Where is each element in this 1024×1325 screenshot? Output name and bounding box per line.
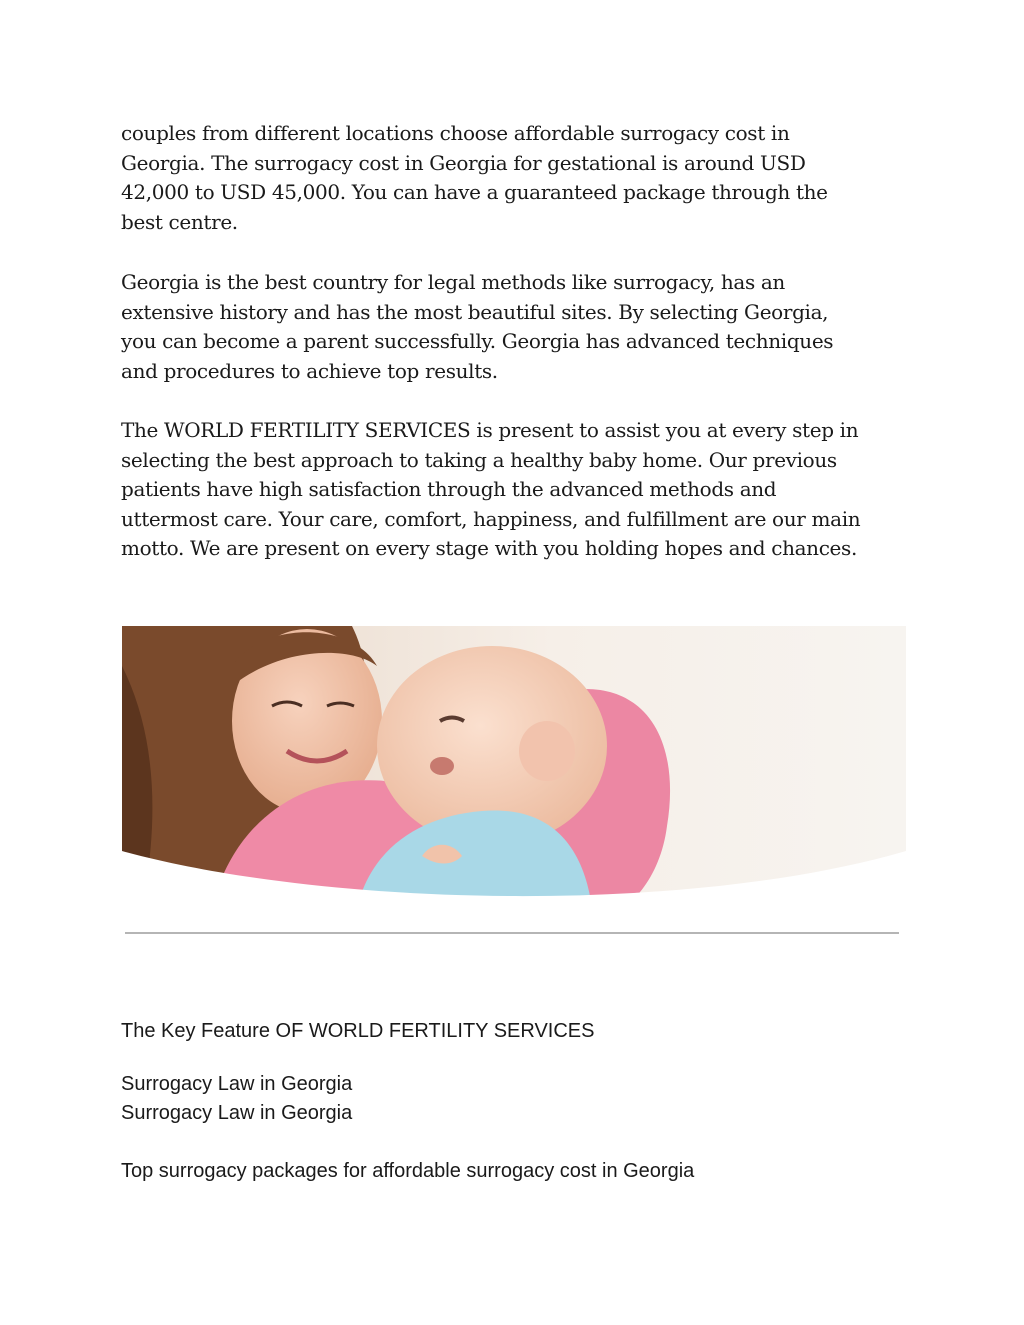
surrogacy-packages-link[interactable]: Top surrogacy packages for affordable surrogacy cost in Georgia [121,1160,695,1182]
surrogacy-law-link-2[interactable]: Surrogacy Law in Georgia [121,1102,353,1124]
body-paragraph-cost: couples from different locations choose affordable surrogacy cost in Georgia. The surrogacy cost in Georgia for gestational is around USD 42,000 to USD 45,000. You can have a guaranteed package through the best centre. [121,121,828,234]
body-paragraph-services: The WORLD FERTILITY SERVICES is present to assist you at every step in selecting the best approach to taking a healthy baby home. Our previous patients have high satisfaction through the advanced methods and uttermost care. Your care, comfort, happiness, and fulfillment are our main motto. We are present on every stage with you holding hopes and chances. [121,418,861,561]
mother-and-baby-photo [122,626,906,908]
section-heading: The Key Feature OF WORLD FERTILITY SERVICES [121,1020,595,1042]
section-divider [125,932,899,934]
surrogacy-law-link-1[interactable]: Surrogacy Law in Georgia [121,1073,353,1095]
body-paragraph-georgia: Georgia is the best country for legal methods like surrogacy, has an extensive history and has the most beautiful sites. By selecting Georgia, you can become a parent successfully. Georgia has advanced techniques and procedures to achieve top results. [121,270,834,383]
